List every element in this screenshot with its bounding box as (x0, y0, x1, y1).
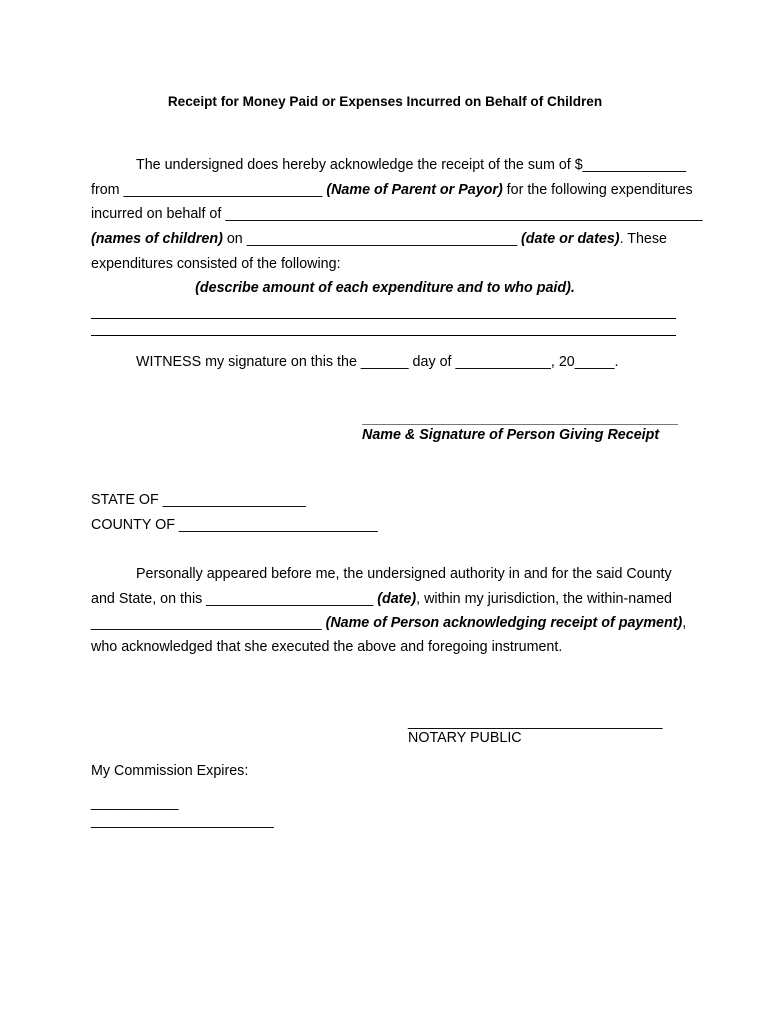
from-text: from _________________________ (91, 182, 327, 198)
acknowledgment-line-3 (91, 614, 686, 632)
acknowledgment-line-2 (91, 590, 672, 608)
person-placeholder: (Name of Person acknowledging receipt of payment) (325, 615, 683, 631)
receipt-line-3: incurred on behalf of ____________________________________________________________ (91, 206, 703, 222)
notary-signature-line: ________________________________ (408, 714, 663, 730)
receipt-line-4 (91, 230, 667, 248)
commission-label: My Commission Expires: (91, 763, 249, 779)
witness-line: WITNESS my signature on this the ______ day of ____________, 20_____. (136, 354, 619, 370)
acknowledgment-line-4: who acknowledged that she executed the above and foregoing instrument. (91, 639, 563, 655)
receipt-line-5: expenditures consisted of the following: (91, 256, 341, 272)
county-line: COUNTY OF _________________________ (91, 517, 378, 533)
commission-signature-line: _______________________ (91, 813, 274, 829)
children-placeholder: (names of children) (91, 231, 223, 247)
expenditure-instructions: (describe amount of each expenditure and to who paid). (195, 280, 575, 296)
date-placeholder: (date) (377, 591, 417, 607)
state-on-text: and State, on this _____________________ (91, 591, 378, 607)
blank-line (91, 318, 676, 319)
jurisdiction-text: , within my jurisdiction, the within-named (416, 591, 672, 607)
signature-line (362, 424, 678, 425)
acknowledgment-line-1: Personally appeared before me, the undersigned authority in and for the said County (136, 566, 672, 582)
payor-placeholder: (Name of Parent or Payor) (326, 182, 503, 198)
expenditures-text: for the following expenditures (502, 182, 693, 198)
dates-placeholder: (date or dates) (521, 231, 620, 247)
these-text: . These (619, 231, 667, 247)
receipt-line-1: The undersigned does hereby acknowledge the receipt of the sum of $_____________ (136, 157, 687, 173)
on-text: on __________________________________ (222, 231, 522, 247)
receipt-line-2 (91, 181, 693, 199)
state-line: STATE OF __________________ (91, 492, 306, 508)
blank-line (91, 335, 676, 336)
name-blank: _____________________________ (91, 615, 326, 631)
commission-date-line: ___________ (91, 795, 179, 811)
comma-text: , (682, 615, 687, 631)
notary-label: NOTARY PUBLIC (408, 730, 522, 746)
document-title: Receipt for Money Paid or Expenses Incurred on Behalf of Children (167, 94, 603, 109)
signature-caption: Name & Signature of Person Giving Receipt (362, 427, 660, 443)
